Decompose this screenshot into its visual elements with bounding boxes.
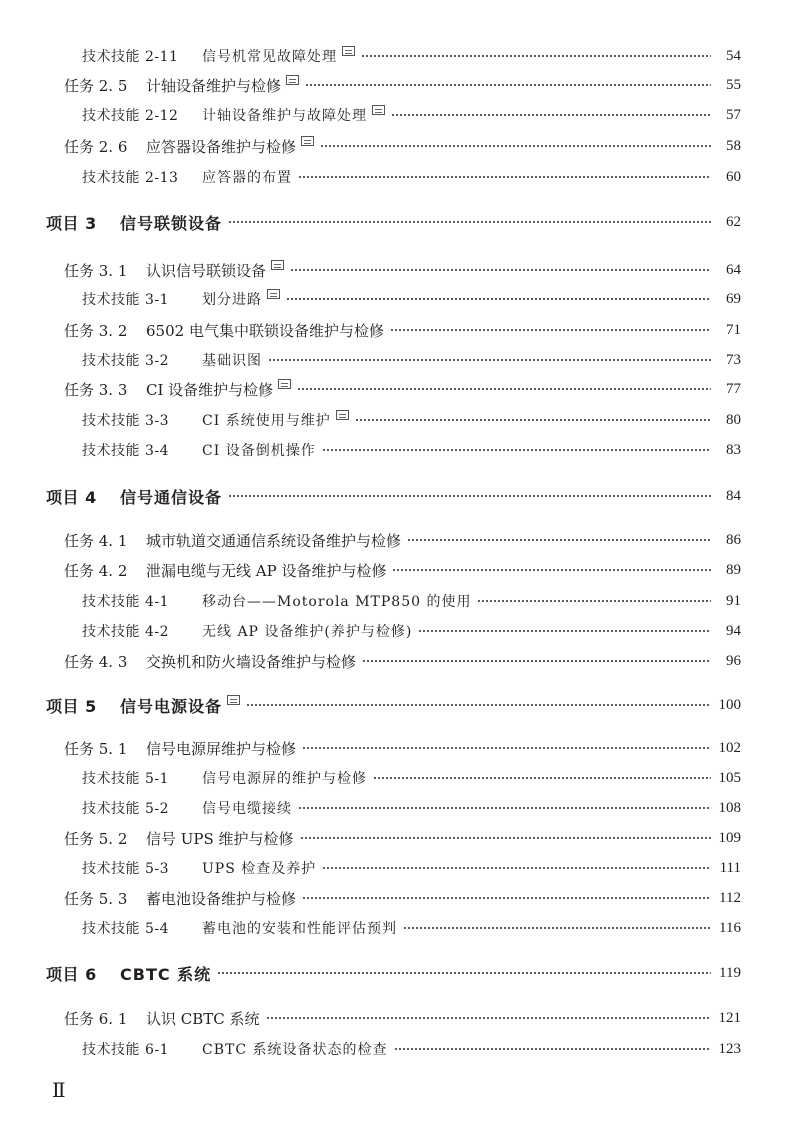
toc-task-entry[interactable]: [0, 319, 741, 341]
entry-number: 任务 2. 6: [64, 137, 128, 156]
toc-project-entry[interactable]: [0, 962, 741, 984]
toc-project-entry[interactable]: [0, 694, 741, 716]
entry-title: 移动台——Motorola MTP850 的使用: [202, 594, 472, 610]
entry-page-number: 84: [726, 487, 741, 504]
resource-icon: [278, 379, 291, 389]
entry-page-number: 119: [719, 964, 741, 981]
entry-number: 项目 5: [46, 696, 97, 716]
resource-icon: [372, 105, 385, 115]
entry-page-number: 69: [726, 290, 741, 307]
entry-title: 信号通信设备: [120, 487, 223, 507]
toc-skill-entry[interactable]: [0, 590, 741, 612]
toc-task-entry[interactable]: [0, 737, 741, 759]
toc-project-entry[interactable]: [0, 485, 741, 507]
toc-skill-entry[interactable]: [0, 857, 741, 879]
leader-dots: [373, 777, 711, 779]
entry-page-number: 109: [718, 829, 741, 846]
entry-number: 技术技能 3-2: [82, 353, 169, 369]
entry-title: 信号联锁设备: [120, 213, 223, 233]
entry-number: 任务 3. 3: [64, 380, 128, 399]
entry-title: 信号 UPS 维护与检修: [146, 829, 294, 848]
toc-task-entry[interactable]: [0, 74, 741, 96]
leader-dots: [246, 704, 710, 706]
leader-dots: [355, 419, 711, 421]
leader-dots: [418, 630, 711, 632]
leader-dots: [362, 660, 711, 662]
entry-page-number: 54: [726, 47, 741, 64]
entry-number: 技术技能 3-1: [82, 292, 169, 308]
toc-skill-entry[interactable]: [0, 917, 741, 939]
leader-dots: [322, 449, 711, 451]
toc-task-entry[interactable]: [0, 378, 741, 400]
entry-title: 无线 AP 设备维护(养护与检修): [202, 624, 413, 640]
entry-number: 任务 3. 2: [64, 321, 128, 340]
leader-dots: [286, 298, 711, 300]
leader-dots: [407, 539, 711, 541]
entry-number: 技术技能 5-2: [82, 801, 169, 817]
entry-title: 认识 CBTC 系统: [146, 1009, 260, 1028]
leader-dots: [228, 495, 711, 497]
entry-page-number: 77: [726, 380, 741, 397]
entry-title: 计轴设备维护与故障处理: [202, 108, 367, 124]
entry-number: 技术技能 4-1: [82, 594, 169, 610]
toc-task-entry[interactable]: [0, 650, 741, 672]
leader-dots: [391, 114, 711, 116]
resource-icon: [286, 75, 299, 85]
entry-page-number: 94: [726, 622, 741, 639]
toc-task-entry[interactable]: [0, 827, 741, 849]
leader-dots: [322, 867, 711, 869]
entry-number: 任务 5. 2: [64, 829, 128, 848]
leader-dots: [390, 329, 711, 331]
entry-title: 计轴设备维护与检修: [146, 76, 282, 95]
entry-title: 认识信号联锁设备: [146, 261, 267, 280]
entry-title: 蓄电池的安装和性能评估预判: [202, 921, 397, 937]
resource-icon: [271, 260, 284, 270]
leader-dots: [305, 84, 711, 86]
entry-title: 6502 电气集中联锁设备维护与检修: [146, 321, 384, 340]
toc-skill-entry[interactable]: [0, 439, 741, 461]
entry-number: 项目 3: [46, 213, 97, 233]
entry-title: 划分进路: [202, 292, 262, 308]
leader-dots: [403, 927, 711, 929]
leader-dots: [302, 747, 710, 749]
leader-dots: [290, 269, 711, 271]
entry-page-number: 105: [718, 769, 741, 786]
entry-page-number: 123: [718, 1040, 741, 1057]
leader-dots: [300, 837, 711, 839]
toc-task-entry[interactable]: [0, 1007, 741, 1029]
entry-title: 蓄电池设备维护与检修: [146, 889, 297, 908]
entry-number: 技术技能 4-2: [82, 624, 169, 640]
entry-number: 项目 6: [46, 964, 97, 984]
entry-page-number: 58: [726, 137, 741, 154]
entry-title: 基础识图: [202, 353, 262, 369]
entry-number: 任务 5. 1: [64, 739, 128, 758]
entry-number: 任务 6. 1: [64, 1009, 128, 1028]
toc-task-entry[interactable]: [0, 559, 741, 581]
entry-page-number: 121: [718, 1009, 741, 1026]
entry-number: 任务 4. 2: [64, 561, 128, 580]
toc-skill-entry[interactable]: [0, 620, 741, 642]
entry-title: CBTC 系统: [120, 964, 212, 984]
resource-icon: [301, 136, 314, 146]
leader-dots: [361, 55, 711, 57]
resource-icon: [336, 410, 349, 420]
entry-page-number: 55: [726, 76, 741, 93]
entry-number: 任务 4. 3: [64, 652, 128, 671]
entry-page-number: 62: [726, 213, 741, 230]
entry-page-number: 89: [726, 561, 741, 578]
toc-skill-entry[interactable]: [0, 1038, 741, 1060]
toc-task-entry[interactable]: [0, 259, 741, 281]
toc-task-entry[interactable]: [0, 529, 741, 551]
entry-page-number: 111: [719, 859, 741, 876]
toc-skill-entry[interactable]: [0, 104, 741, 126]
entry-title: CI 系统使用与维护: [202, 413, 331, 429]
entry-number: 技术技能 3-4: [82, 443, 169, 459]
leader-dots: [302, 897, 711, 899]
entry-page-number: 86: [726, 531, 741, 548]
entry-title: 信号电源屏维护与检修: [146, 739, 297, 758]
page-numeral: Ⅱ: [52, 1080, 66, 1102]
leader-dots: [268, 359, 711, 361]
entry-title: 应答器的布置: [202, 170, 292, 186]
entry-number: 技术技能 2-12: [82, 108, 179, 124]
entry-title: 应答器设备维护与检修: [146, 137, 297, 156]
toc-skill-entry[interactable]: [0, 409, 741, 431]
toc-skill-entry[interactable]: [0, 797, 741, 819]
toc-skill-entry[interactable]: [0, 349, 741, 371]
leader-dots: [298, 807, 711, 809]
entry-title: 信号电源设备: [120, 696, 223, 716]
entry-page-number: 83: [726, 441, 741, 458]
entry-title: 信号电源屏的维护与检修: [202, 771, 367, 787]
leader-dots: [394, 1048, 711, 1050]
leader-dots: [228, 221, 711, 223]
resource-icon: [267, 289, 280, 299]
entry-number: 技术技能 5-3: [82, 861, 169, 877]
entry-page-number: 108: [718, 799, 741, 816]
toc-skill-entry[interactable]: [0, 767, 741, 789]
entry-title: CBTC 系统设备状态的检查: [202, 1042, 388, 1058]
entry-page-number: 116: [719, 919, 741, 936]
toc-skill-entry[interactable]: [0, 45, 741, 67]
entry-number: 任务 2. 5: [64, 76, 128, 95]
toc-skill-entry[interactable]: [0, 288, 741, 310]
entry-number: 技术技能 6-1: [82, 1042, 169, 1058]
entry-title: 信号电缆接续: [202, 801, 292, 817]
entry-title: CI 设备倒机操作: [202, 443, 316, 459]
entry-page-number: 64: [726, 261, 741, 278]
leader-dots: [477, 600, 711, 602]
entry-page-number: 71: [726, 321, 741, 338]
entry-page-number: 57: [726, 106, 741, 123]
entry-title: 城市轨道交通通信系统设备维护与检修: [146, 531, 402, 550]
entry-page-number: 112: [719, 889, 741, 906]
entry-title: UPS 检查及养护: [202, 861, 317, 877]
entry-title: CI 设备维护与检修: [146, 380, 274, 399]
leader-dots: [217, 972, 711, 974]
entry-number: 技术技能 2-13: [82, 170, 179, 186]
resource-icon: [342, 46, 355, 56]
entry-title: 泄漏电缆与无线 AP 设备维护与检修: [146, 561, 387, 580]
leader-dots: [320, 145, 711, 147]
entry-title: 交换机和防火墙设备维护与检修: [146, 652, 357, 671]
toc-project-entry[interactable]: [0, 211, 741, 233]
resource-icon: [227, 695, 240, 705]
entry-number: 项目 4: [46, 487, 97, 507]
leader-dots: [392, 569, 711, 571]
entry-page-number: 96: [726, 652, 741, 669]
entry-page-number: 91: [726, 592, 741, 609]
leader-dots: [297, 388, 711, 390]
entry-title: 信号机常见故障处理: [202, 49, 337, 65]
leader-dots: [298, 176, 711, 178]
entry-number: 任务 4. 1: [64, 531, 128, 550]
entry-number: 技术技能 2-11: [82, 49, 179, 65]
leader-dots: [266, 1017, 711, 1019]
entry-page-number: 60: [726, 168, 741, 185]
toc-task-entry[interactable]: [0, 887, 741, 909]
entry-number: 任务 5. 3: [64, 889, 128, 908]
entry-number: 技术技能 5-1: [82, 771, 169, 787]
toc-task-entry[interactable]: [0, 135, 741, 157]
entry-page-number: 73: [726, 351, 741, 368]
toc-skill-entry[interactable]: [0, 166, 741, 188]
entry-number: 技术技能 3-3: [82, 413, 169, 429]
entry-page-number: 102: [718, 739, 741, 756]
entry-page-number: 80: [726, 411, 741, 428]
entry-number: 任务 3. 1: [64, 261, 128, 280]
entry-number: 技术技能 5-4: [82, 921, 169, 937]
entry-page-number: 100: [718, 696, 741, 713]
